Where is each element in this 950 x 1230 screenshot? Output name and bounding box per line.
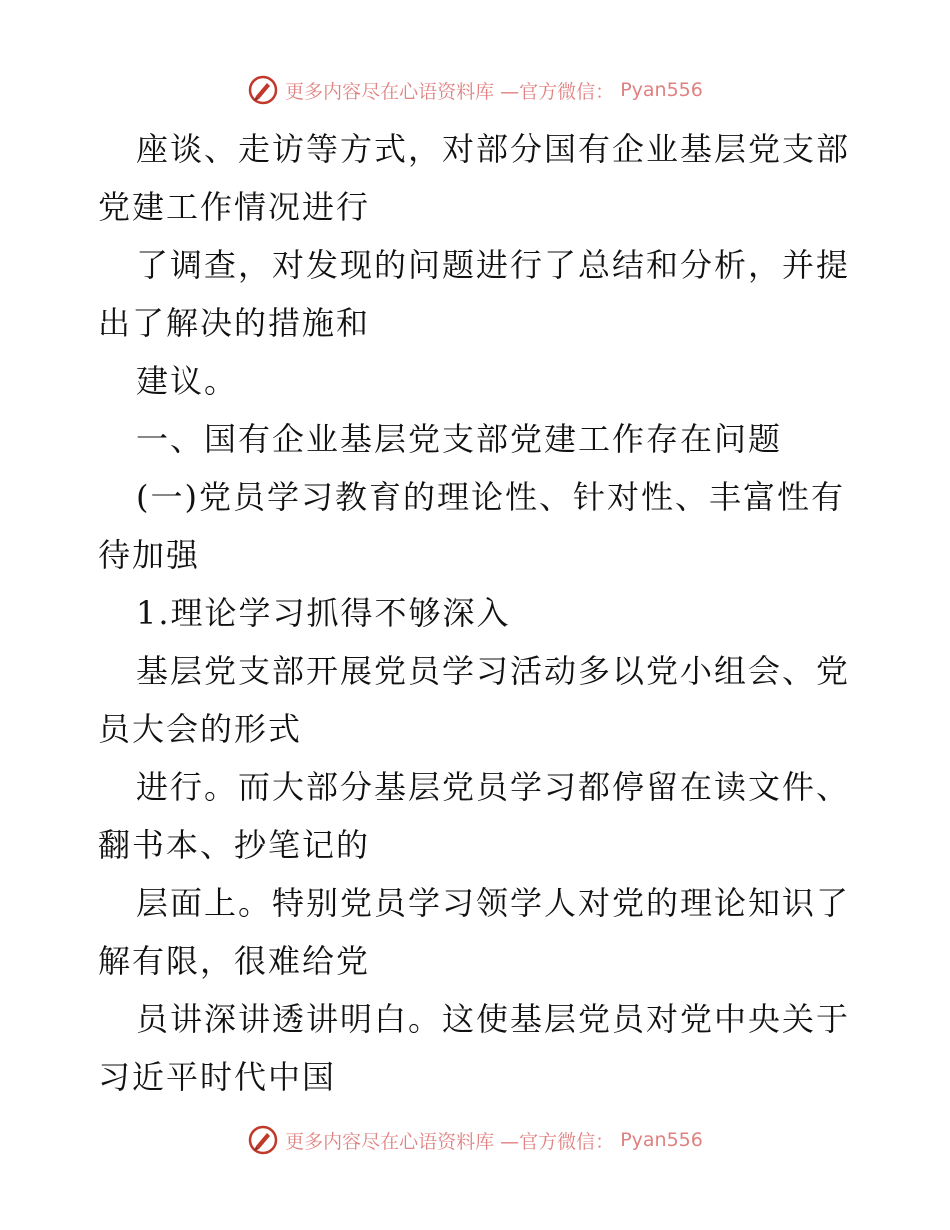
body-text [98,120,858,1106]
text-line: 党建工作情况进行 [98,188,371,226]
text-line: 了调查，对发现的问题进行了总结和分析，并提 [136,246,851,284]
watermark-separator: —官方微信： [500,80,615,103]
subsection-heading: (一)党员学习教育的理论性、针对性、丰富性有 [136,478,845,516]
pen-seal-icon [247,74,279,106]
pen-seal-icon [247,1124,279,1156]
text-line: 翻书本、抄笔记的 [98,826,371,864]
numbered-heading: 1.理论学习抓得不够深入 [136,594,511,632]
text-line: 建议。 [136,362,239,400]
watermark-wechat-id: Pyan556 [620,1129,703,1151]
text-line: 层面上。特别党员学习领学人对党的理论知识了 [136,884,851,922]
text-line: 解有限，很难给党 [98,942,371,980]
text-line: 出了解决的措施和 [98,304,371,342]
text-line: 待加强 [98,536,201,574]
watermark-text: 更多内容尽在心语资料库 [285,80,495,103]
watermark-text: 更多内容尽在心语资料库 [285,1130,495,1153]
watermark-wechat-id: Pyan556 [620,79,703,101]
text-line: 座谈、走访等方式，对部分国有企业基层党支部 [136,130,851,168]
text-line: 进行。而大部分基层党员学习都停留在读文件、 [136,768,851,806]
section-heading: 一、国有企业基层党支部党建工作存在问题 [136,420,783,458]
text-line: 员大会的形式 [98,710,303,748]
text-line: 习近平时代中国 [98,1058,337,1096]
header-watermark [0,70,950,110]
text-line: 员讲深讲透讲明白。这使基层党员对党中央关于 [136,1000,851,1038]
footer-watermark [0,1120,950,1160]
watermark-separator: —官方微信： [500,1130,615,1153]
text-line: 基层党支部开展党员学习活动多以党小组会、党 [136,652,851,690]
